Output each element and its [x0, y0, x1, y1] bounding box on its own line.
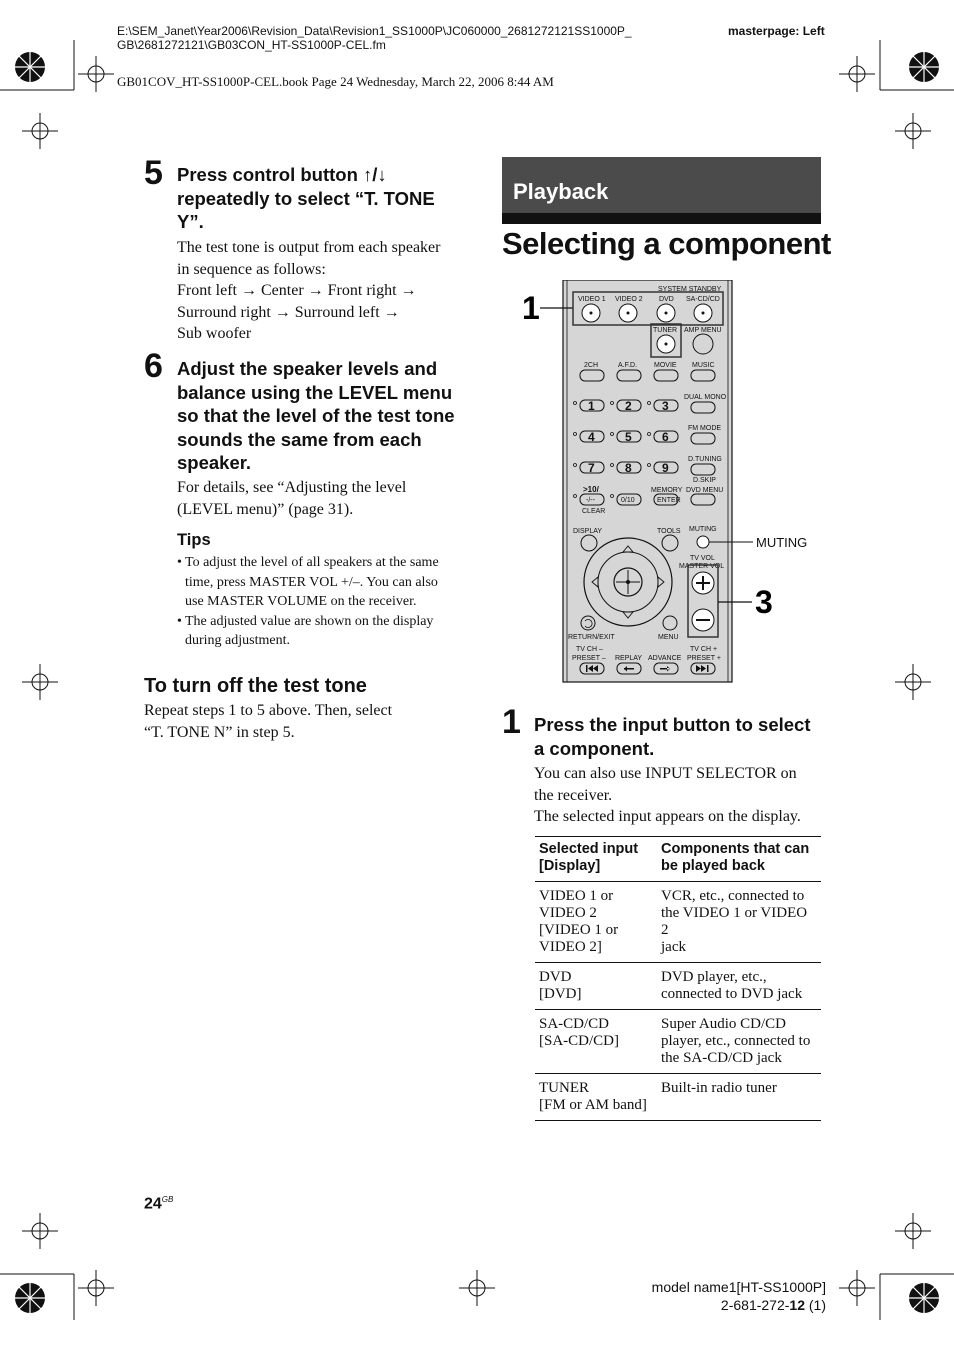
tools-label: TOOLS	[657, 528, 681, 535]
movie-label: MOVIE	[654, 362, 677, 369]
section-banner	[502, 157, 821, 213]
body-line: The selected input appears on the display.	[534, 808, 801, 825]
digit-5-label: 5	[625, 430, 632, 444]
body-line: Surround right → Surround left →	[177, 303, 400, 321]
step-1-number: 1	[502, 703, 521, 741]
tip-line: time, press MASTER VOL +/–. You can also	[185, 574, 438, 590]
display-button[interactable]	[581, 535, 597, 551]
step-5-title-line: Press control button ↑/↓	[177, 164, 387, 185]
book-info-line: GB01COV_HT-SS1000P-CEL.book Page 24 Wednesday, March 22, 2006 8:44 AM	[117, 74, 554, 89]
step-5-body	[177, 237, 477, 345]
dashes-label: -/--	[586, 497, 595, 504]
step-6-title-line: so that the level of the test tone	[177, 405, 455, 426]
return-exit-button[interactable]	[581, 616, 595, 630]
page-number	[144, 1195, 173, 1213]
body-line: You can also use INPUT SELECTOR on	[534, 765, 797, 782]
master-vol-label: MASTER VOL	[679, 563, 725, 570]
tip-line: • To adjust the level of all speakers at the same	[185, 555, 439, 570]
table-cell: Super Audio CD/CD player, etc., connected to the SA-CD/CD jack	[657, 1010, 821, 1074]
table-header-cell: Components that can be played back	[657, 837, 821, 882]
digit-6-label: 6	[662, 430, 669, 444]
table-header-row	[535, 837, 821, 882]
video2-label: VIDEO 2	[615, 296, 643, 303]
dvd-menu-label: DVD MENU	[686, 487, 724, 494]
music-button[interactable]	[691, 370, 715, 381]
body-line: Repeat steps 1 to 5 above. Then, select	[144, 702, 393, 719]
dvd-label: DVD	[659, 296, 674, 303]
step-5-title-line: repeatedly to select “T. TONE	[177, 187, 435, 209]
tip-line: use MASTER VOLUME on the receiver.	[185, 594, 417, 609]
zero-label: 0/10	[621, 497, 635, 504]
body-line: “T. TONE N” in step 5.	[144, 723, 295, 741]
step-6-body	[177, 477, 477, 520]
step-1-title	[534, 713, 834, 760]
section-banner-label: Playback	[513, 179, 609, 204]
masterpage-label: masterpage: Left	[728, 24, 825, 38]
step-5-number: 5	[144, 154, 163, 192]
file-path-header	[117, 24, 632, 52]
page-number-value: 24	[144, 1195, 162, 1213]
table-cell: TUNER [FM or AM band]	[535, 1074, 657, 1121]
step-6-title-line: sounds the same from each	[177, 428, 422, 450]
amp-menu-label: AMP MENU	[684, 327, 722, 334]
tv-vol-label: TV VOL	[690, 555, 715, 562]
dtuning-label: D.TUNING	[688, 456, 722, 463]
step-6-title-line: Adjust the speaker levels and	[177, 358, 438, 379]
turn-off-body	[144, 700, 464, 743]
table-row	[535, 963, 821, 1010]
digit-7-label: 7	[588, 461, 595, 475]
table-cell: DVD player, etc., connected to DVD jack	[657, 963, 821, 1010]
table-cell: SA-CD/CD [SA-CD/CD]	[535, 1010, 657, 1074]
system-standby-label: SYSTEM STANDBY	[658, 286, 722, 293]
movie-button[interactable]	[654, 370, 678, 381]
body-line: For details, see “Adjusting the level	[177, 479, 407, 496]
page-number-suffix: GB	[161, 1195, 174, 1204]
tip-line: during adjustment.	[185, 633, 290, 648]
table-row	[535, 1010, 821, 1074]
step-1-title-line: Press the input button to select	[534, 714, 811, 735]
sacd-label: SA-CD/CD	[686, 296, 720, 303]
digit-9-label: 9	[662, 461, 669, 475]
table-cell: VIDEO 1 or VIDEO 2 [VIDEO 1 or VIDEO 2]	[535, 882, 657, 963]
memory-label: MEMORY	[651, 487, 683, 494]
digit-4-label: 4	[588, 430, 595, 444]
2ch-label: 2CH	[584, 362, 599, 369]
body-line: (LEVEL menu)” (page 31).	[177, 500, 354, 518]
tvch-minus-label: TV CH –	[576, 646, 603, 653]
menu-label: MENU	[658, 634, 679, 641]
step-6-number: 6	[144, 347, 163, 385]
table-row	[535, 1074, 821, 1121]
table-header-cell: Selected input [Display]	[535, 837, 657, 882]
callout-3: 3	[755, 584, 773, 620]
model-footer	[652, 1278, 826, 1314]
table-row	[535, 882, 821, 963]
file-path-line1: E:\SEM_Janet\Year2006\Revision_Data\Revision1_SS1000P\JC060000_2681272121SS1000P_	[117, 24, 632, 38]
tips-heading: Tips	[177, 531, 211, 549]
afd-button[interactable]	[617, 370, 641, 381]
clear-label: CLEAR	[582, 508, 606, 515]
dual-mono-button[interactable]	[691, 402, 715, 413]
part-code: 2-681-272-12 (1)	[720, 1297, 826, 1313]
fm-mode-button[interactable]	[691, 433, 715, 444]
return-exit-label: RETURN/EXIT	[568, 634, 615, 641]
ten-label: >10/	[583, 485, 599, 494]
tools-button[interactable]	[662, 535, 678, 551]
file-path-line2: GB\2681272121\GB03CON_HT-SS1000P-CEL.fm	[117, 38, 386, 52]
table-cell: Built-in radio tuner	[657, 1074, 821, 1121]
tips-list	[177, 553, 477, 651]
afd-label: A.F.D.	[618, 362, 638, 369]
tvch-plus-label: TV CH +	[690, 646, 718, 653]
step-5-title	[177, 163, 467, 234]
digit-2-label: 2	[625, 399, 632, 413]
body-line: The test tone is output from each speaker	[177, 239, 441, 256]
callout-1: 1	[522, 290, 540, 326]
muting-button[interactable]	[697, 536, 709, 548]
video1-label: VIDEO 1	[578, 296, 606, 303]
page-title: Selecting a component	[502, 226, 831, 261]
replay-label: REPLAY	[615, 655, 643, 662]
preset-plus-label: PRESET +	[687, 655, 721, 662]
tip-line: • The adjusted value are shown on the display	[185, 613, 434, 629]
step-1-body	[534, 763, 834, 828]
preset-minus-label: PRESET –	[572, 655, 606, 662]
body-line: Sub woofer	[177, 325, 252, 342]
body-line: in sequence as follows:	[177, 260, 326, 278]
input-components-table	[535, 836, 821, 1121]
display-label: DISPLAY	[573, 528, 603, 535]
tip-item	[177, 553, 477, 612]
turn-off-heading: To turn off the test tone	[144, 675, 367, 697]
remote-control-diagram	[500, 280, 830, 685]
muting-label: MUTING	[689, 526, 717, 533]
model-name: model name1[HT-SS1000P]	[651, 1279, 826, 1295]
table-cell: VCR, etc., connected to the VIDEO 1 or VIDEO 2 jack	[657, 882, 821, 963]
step-6-title-line: balance using the LEVEL menu	[177, 381, 453, 403]
digit-3-label: 3	[662, 399, 669, 413]
fm-mode-label: FM MODE	[688, 425, 722, 432]
menu-button[interactable]	[663, 616, 677, 630]
dual-mono-label: DUAL MONO	[684, 394, 727, 401]
digit-1-label: 1	[588, 399, 595, 413]
step-6-title-line: speaker.	[177, 452, 252, 473]
table-cell: DVD [DVD]	[535, 963, 657, 1010]
body-line: Front left → Center → Front right →	[177, 282, 417, 299]
advance-label: ADVANCE	[648, 655, 682, 662]
body-line: the receiver.	[534, 786, 613, 804]
banner-rule	[502, 213, 821, 224]
step-5-title-line: Y”.	[177, 211, 204, 232]
tuner-label: TUNER	[653, 327, 678, 334]
step-6-title	[177, 357, 477, 475]
step-1-title-line: a component.	[534, 737, 655, 759]
enter-label: ENTER	[657, 497, 681, 504]
music-label: MUSIC	[692, 362, 715, 369]
digit-8-label: 8	[625, 461, 632, 475]
2ch-button[interactable]	[580, 370, 604, 381]
dtuning-button[interactable]	[691, 464, 715, 475]
dskip-label: D.SKIP	[693, 477, 716, 484]
muting-callout: MUTING	[756, 535, 808, 550]
dvd-menu-button[interactable]	[691, 494, 715, 505]
tip-item	[177, 612, 477, 651]
amp-menu-button[interactable]	[693, 334, 713, 354]
